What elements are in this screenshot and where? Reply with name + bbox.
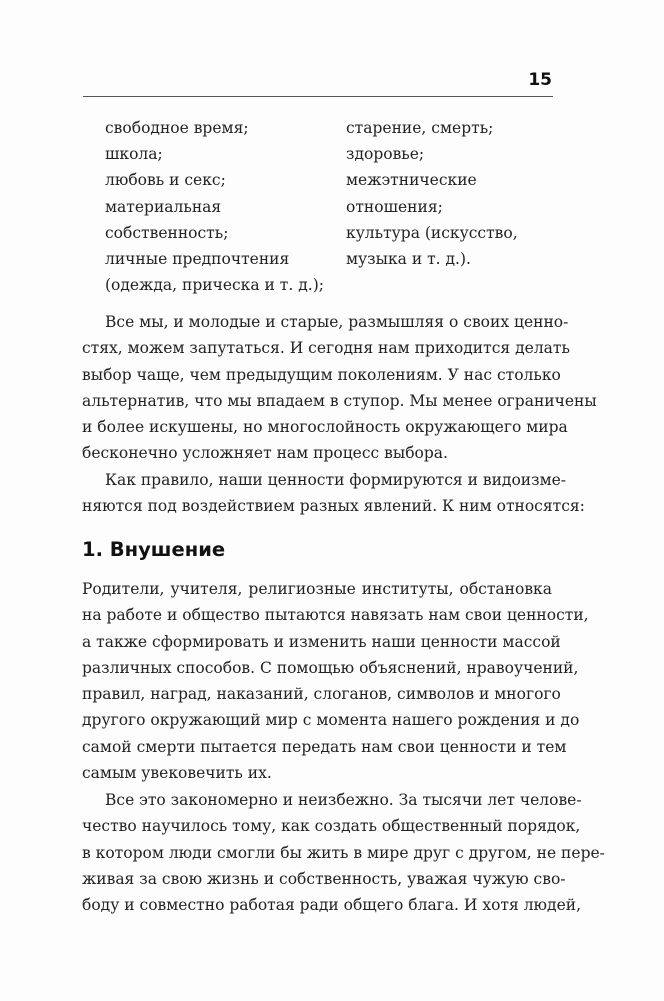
text-line: Все это закономерно и неизбежно. За тысячи лет челове-	[105, 791, 582, 809]
text-line: другого окружающий мир с момента нашего рождения и до	[82, 711, 580, 730]
list-left-column	[105, 115, 324, 298]
text-line: живая за свою жизнь и собственность, уважая чужую сво-	[82, 869, 566, 888]
list-item: музыка и т. д.).	[346, 250, 471, 269]
text-line: самым увековечить их.	[82, 764, 272, 783]
list-item: личные предпочтения	[105, 250, 290, 269]
list-item: собственность;	[105, 223, 229, 242]
list-item: здоровье;	[346, 145, 425, 164]
list-item: межэтнические	[346, 171, 477, 190]
text-line: на работе и общество пытаются навязать нам свои ценности,	[82, 606, 589, 625]
text-line: в котором люди смогли бы жить в мире друг с другом, не пере-	[82, 843, 605, 862]
text-line: чество научилось тому, как создать общественный порядок,	[82, 817, 581, 836]
list-item: свободное время;	[105, 119, 249, 137]
list-item: (одежда, прическа и т. д.);	[105, 276, 324, 295]
paragraph-social-order	[82, 787, 605, 918]
list-item: школа;	[105, 145, 163, 164]
text-line: а также сформировать и изменить наши ценности массой	[82, 632, 561, 651]
page-number: 15	[528, 70, 552, 90]
header-rule	[83, 96, 553, 97]
list-item: отношения;	[346, 197, 443, 216]
text-line: правил, наград, наказаний, слоганов, символов и многого	[82, 685, 561, 704]
text-line: боду и совместно работая ради общего блага. И хотя людей,	[82, 896, 582, 915]
list-item: любовь и секс;	[105, 171, 226, 190]
list-right-column	[346, 115, 518, 272]
text-line: Все мы, и молодые и старые, размышляя о своих ценно-	[105, 313, 569, 331]
text-line: альтернатив, что мы впадаем в ступор. Мы менее ограничены	[82, 391, 597, 410]
paragraph-values-confusion	[82, 309, 597, 467]
section-heading: 1. Внушение	[82, 538, 226, 561]
text-line: няются под воздействием разных явлений. К ним относятся:	[82, 497, 585, 516]
list-item: культура (искусство,	[346, 223, 518, 242]
text-line: Как правило, наши ценности формируются и видоизме-	[105, 471, 567, 489]
list-item: материальная	[105, 197, 222, 216]
text-line: выбор чаще, чем предыдущим поколениям. У нас столько	[82, 365, 561, 384]
text-line: различных способов. С помощью объяснений, нравоучений,	[82, 658, 579, 677]
text-line: бесконечно усложняет нам процесс выбора.	[82, 444, 448, 463]
text-line: самой смерти пытается передать нам свои ценности и тем	[82, 737, 567, 756]
list-item: старение, смерть;	[346, 119, 494, 137]
paragraph-values-formation	[82, 467, 585, 520]
text-line: Родители, учителя, религиозные институты, обстановка	[82, 580, 552, 598]
text-line: стях, можем запутаться. И сегодня нам приходится делать	[82, 339, 570, 358]
paragraph-suggestion	[82, 576, 589, 786]
text-line: и более искушены, но многослойность окружающего мира	[82, 418, 568, 437]
